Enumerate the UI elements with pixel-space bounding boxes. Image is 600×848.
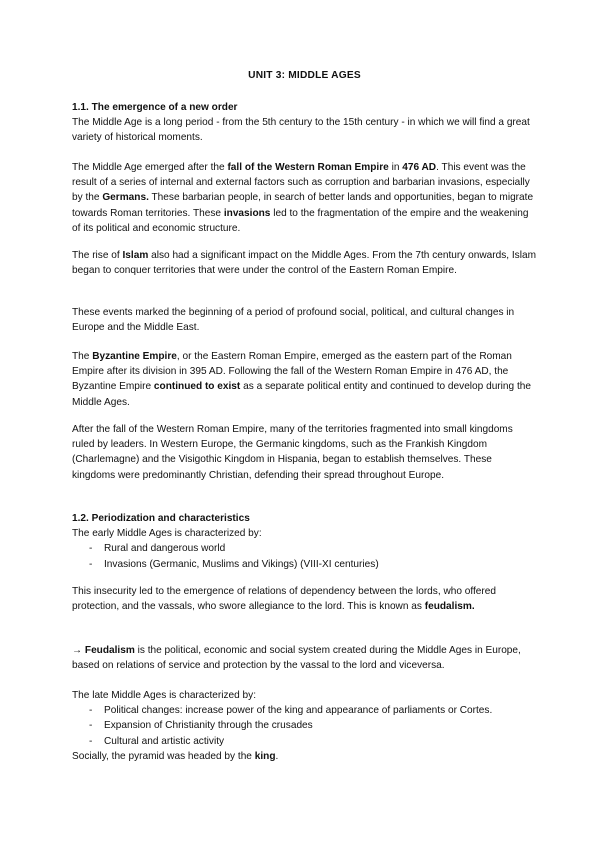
- section-1: [72, 100, 537, 146]
- list-item: - Rural and dangerous world: [72, 541, 537, 556]
- paragraph: After the fall of the Western Roman Empire, many of the territories fragmented into small kingdoms ruled by leaders. In Western Europe, the Germanic kingdoms, such as the Frankish Kingdom (Charlemagne) and the Visigothic Kingdom in Hispania, began to establish themselves. These kingdoms were predominantly Christian, defending their spread throughout Europe.: [72, 424, 513, 481]
- section-2: [72, 511, 537, 572]
- page-title: UNIT 3: MIDDLE AGES: [248, 70, 361, 81]
- early-list: [72, 541, 537, 571]
- list-intro: The early Middle Ages is characterized by:: [72, 528, 262, 540]
- definition: → Feudalism is the political, economic and social system created during the Middle Ages in Europe, based on relations of service and protection by the vassal to the lord and viceversa.: [72, 645, 521, 672]
- paragraph: The rise of Islam also had a significant impact on the Middle Ages. From the 7th century onwards, Islam began to conquer territories that were under the control of the Eastern Roman Empire.: [72, 250, 536, 277]
- paragraph: Socially, the pyramid was headed by the king.: [72, 750, 279, 762]
- paragraph: The Middle Age emerged after the fall of the Western Roman Empire in 476 AD. This event was the result of a series of internal and external factors such as corruption and barbarian invasions, especially by the Germans. These barbarian people, in search of better lands and opportunities, began to migrate towards Roman territories. These invasions led to the fragmentation of the empire and the weakening of its political and economic structure.: [72, 162, 534, 234]
- list-item: - Cultural and artistic activity: [72, 734, 537, 749]
- section-heading: 1.2. Periodization and characteristics: [72, 513, 250, 524]
- paragraph: The Byzantine Empire, or the Eastern Roman Empire, emerged as the eastern part of the Roman Empire after its division in 395 AD. Following the fall of the Western Roman Empire in 476 AD, the Byzantine Empire continued to exist as a separate political entity and continued to develop during the Middle Ages.: [72, 351, 531, 408]
- list-item: - Invasions (Germanic, Muslims and Vikings) (VIII-XI centuries): [72, 557, 537, 572]
- list-intro: The late Middle Ages is characterized by:: [72, 690, 257, 701]
- late-list: [72, 703, 537, 749]
- paragraph: This insecurity led to the emergence of relations of dependency between the lords, who offered protection, and the vassals, who swore allegiance to the lord. This is known as feudalism.: [72, 586, 497, 613]
- section-heading: 1.1. The emergence of a new order: [72, 102, 238, 113]
- list-item: - Political changes: increase power of the king and appearance of parliaments or Cortes.: [72, 703, 537, 718]
- paragraph: These events marked the beginning of a period of profound social, political, and cultural changes in Europe and the Middle East.: [72, 307, 515, 334]
- list-item: - Expansion of Christianity through the crusades: [72, 718, 537, 733]
- late-section: [72, 688, 537, 764]
- paragraph: The Middle Age is a long period - from the 5th century to the 15th century - in which we will find a great variety of historical moments.: [72, 117, 530, 144]
